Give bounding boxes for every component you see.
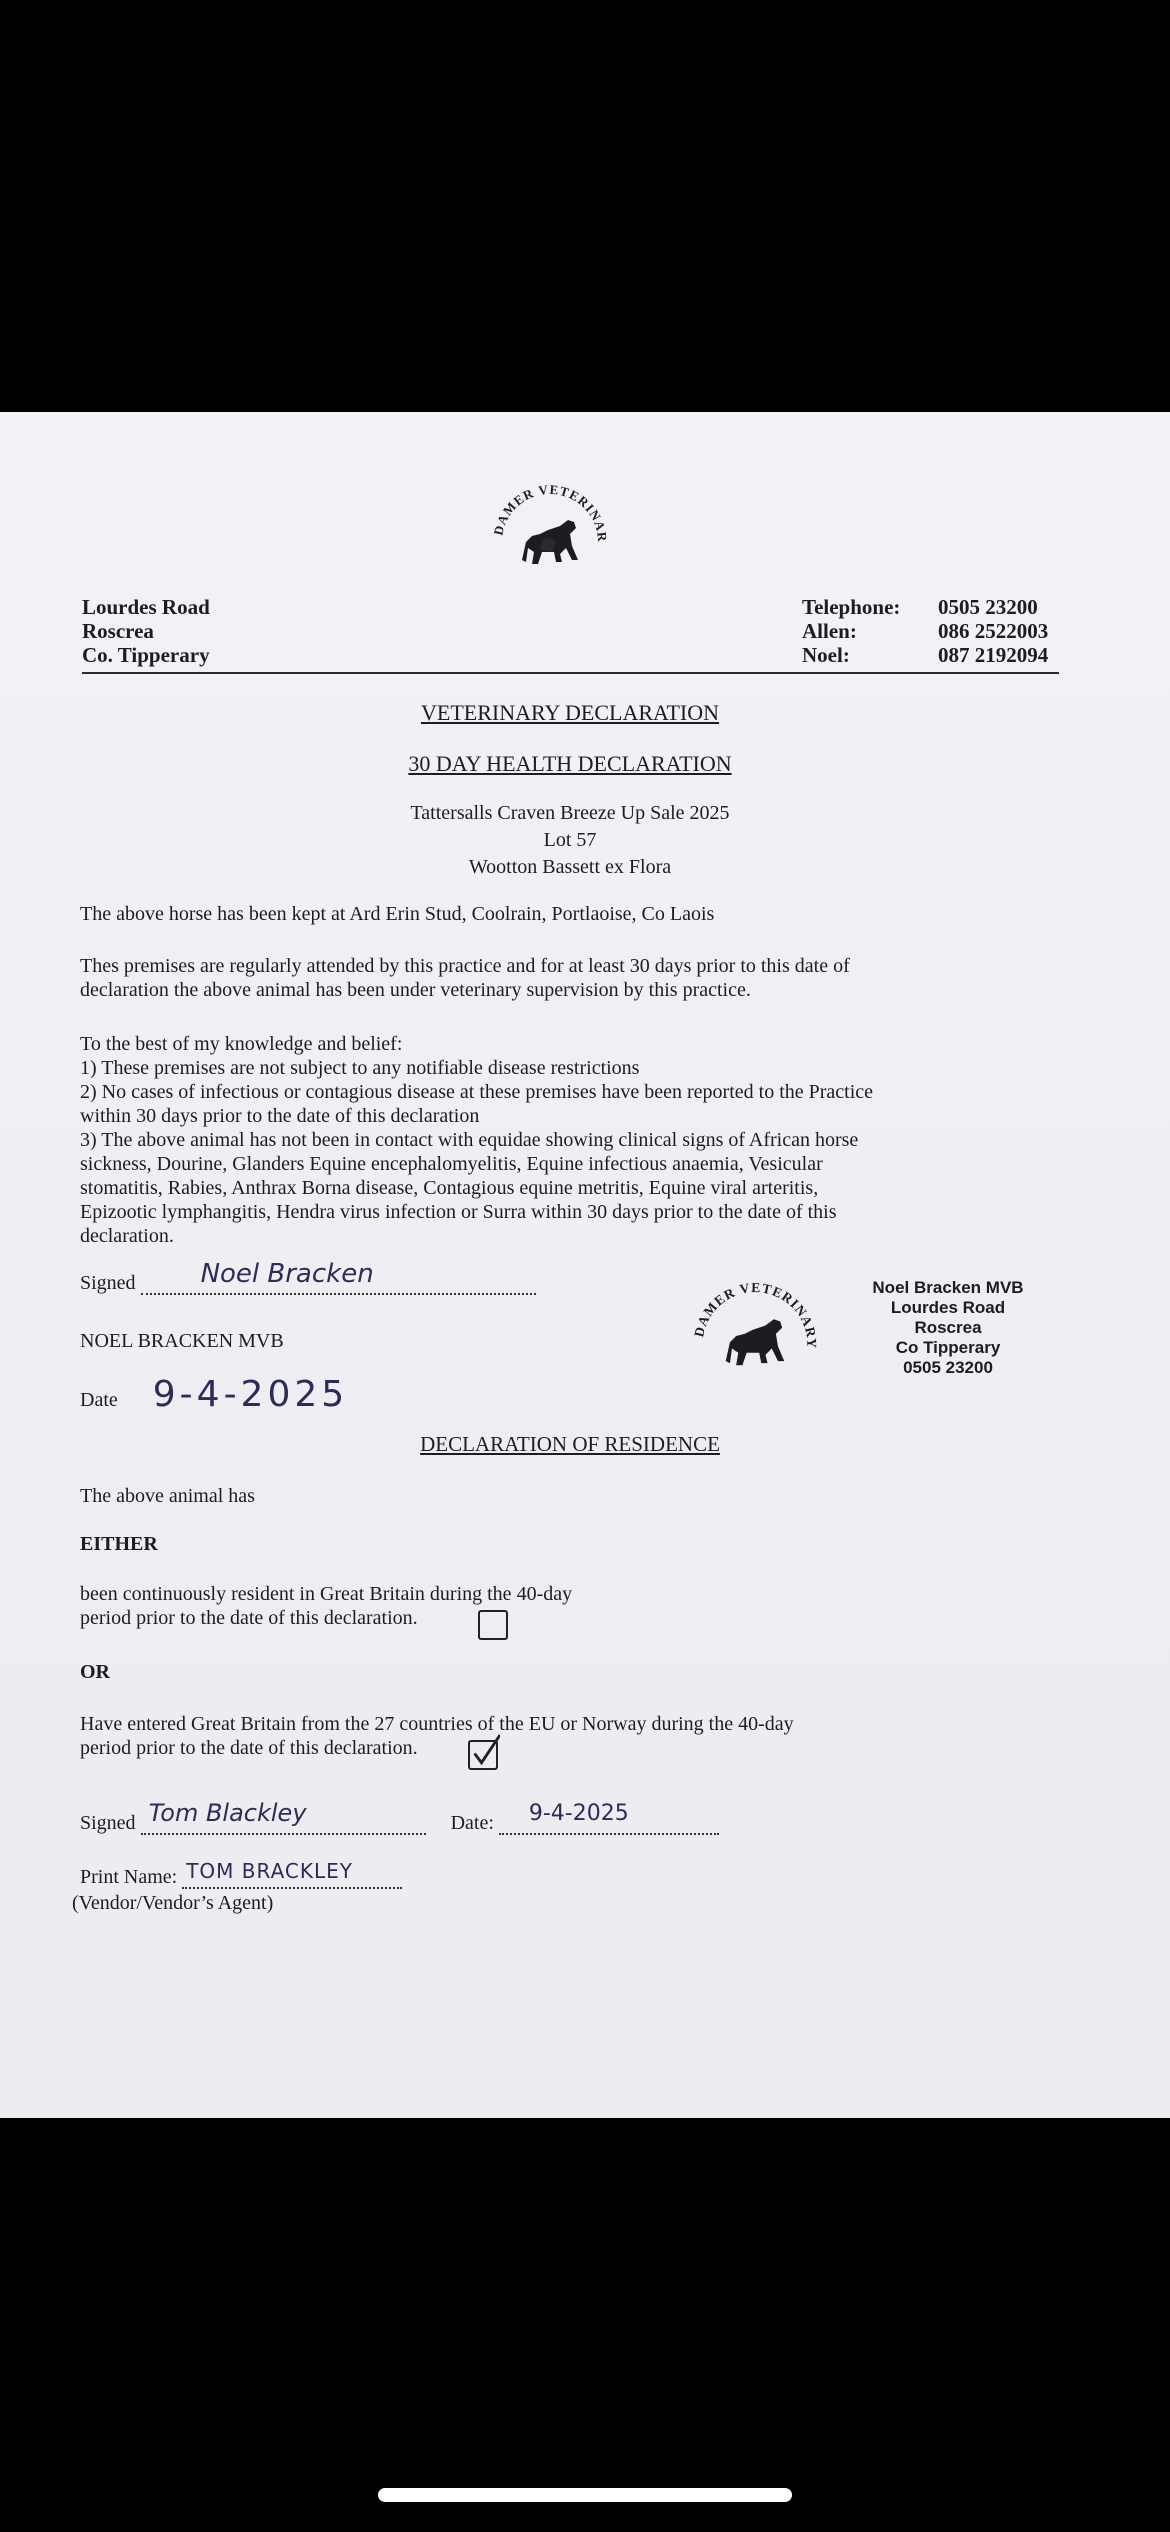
svg-text:DAMER VETERINARY CLINIC: DAMER VETERINAR xyxy=(490,481,611,543)
stamp-line: Co Tipperary xyxy=(895,1338,1001,1357)
date-line xyxy=(499,1801,719,1835)
svg-text:DAMER VETERINARY CLINIC: DAMER VETERINARY xyxy=(691,1280,820,1349)
text-line: period prior to the date of this declaration. xyxy=(80,1607,418,1629)
stamp-line: Noel Bracken MVB xyxy=(872,1278,1024,1297)
belief-intro: To the best of my knowledge and belief: xyxy=(80,1033,403,1055)
header-rule xyxy=(82,672,1059,674)
belief-section xyxy=(80,1032,1000,1248)
sale-name: Tattersalls Craven Breeze Up Sale 2025 xyxy=(410,802,730,824)
contact-value: 086 2522003 xyxy=(938,619,1049,643)
vet-name: NOEL BRACKEN MVB xyxy=(80,1330,284,1352)
belief-line: sickness, Dourine, Glanders Equine encephalomyelitis, Equine infectious anaemia, Vesicular xyxy=(80,1153,823,1175)
stamp-line: Lourdes Road xyxy=(890,1298,1006,1317)
belief-line: Epizootic lymphangitis, Hendra virus infection or Surra within 30 days prior to the date of this xyxy=(80,1201,837,1223)
text-line: Thes premises are regularly attended by this practice and for at least 30 days prior to this date of xyxy=(80,955,850,977)
either-label: EITHER xyxy=(80,1533,158,1555)
belief-line: 1) These premises are not subject to any notifiable disease restrictions xyxy=(80,1057,640,1079)
residence-title: DECLARATION OF RESIDENCE xyxy=(420,1432,720,1456)
kept-at-statement: The above horse has been kept at Ard Erin Stud, Coolrain, Portlaoise, Co Laois xyxy=(80,903,715,925)
vet-signature-row xyxy=(80,1259,536,1295)
vendor-signature-row xyxy=(80,1799,719,1835)
vet-date-row xyxy=(80,1374,348,1415)
stamp-line: Roscrea xyxy=(914,1318,982,1337)
contact-labels xyxy=(802,595,900,667)
residence-option-1 xyxy=(80,1582,780,1630)
clinic-address xyxy=(82,595,210,667)
document-page xyxy=(0,412,1170,2118)
clinic-logo xyxy=(480,472,620,582)
premises-statement xyxy=(80,954,980,1002)
option-1-checkbox[interactable] xyxy=(478,1610,508,1640)
belief-line: declaration. xyxy=(80,1225,174,1247)
print-name-line xyxy=(182,1859,402,1889)
date-label: Date: xyxy=(450,1812,494,1834)
vendor-signature: Tom Blackley xyxy=(148,1799,307,1827)
belief-line: 3) The above animal has not been in contact with equidae showing clinical signs of African horse xyxy=(80,1129,859,1151)
option-2-checkbox[interactable] xyxy=(468,1740,498,1770)
text-line: Have entered Great Britain from the 27 countries of the EU or Norway during the 40-day xyxy=(80,1713,794,1735)
or-label: OR xyxy=(80,1661,110,1683)
contact-label: Noel: xyxy=(802,643,850,667)
date-label: Date xyxy=(80,1389,118,1411)
belief-line: within 30 days prior to the date of this declaration xyxy=(80,1105,480,1127)
stamp-line: 0505 23200 xyxy=(903,1358,993,1377)
stamp-logo xyxy=(680,1267,830,1382)
signature-line xyxy=(141,1259,536,1295)
residence-intro: The above animal has xyxy=(80,1485,255,1507)
signed-label: Signed xyxy=(80,1812,136,1834)
signed-label: Signed xyxy=(80,1272,136,1294)
belief-line: 2) No cases of infectious or contagious disease at these premises have been reported to the Practice xyxy=(80,1081,874,1103)
checkmark-icon xyxy=(470,1734,500,1766)
vendor-role: (Vendor/Vendor’s Agent) xyxy=(72,1892,274,1914)
home-indicator[interactable] xyxy=(378,2488,792,2502)
contact-label: Allen: xyxy=(802,619,857,643)
lot-number: Lot 57 xyxy=(543,829,597,851)
text-line: been continuously resident in Great Britain during the 40-day xyxy=(80,1583,573,1605)
residence-option-2 xyxy=(80,1712,1000,1760)
belief-line: stomatitis, Rabies, Anthrax Borna disease, Contagious equine metritis, Equine viral arteritis, xyxy=(80,1177,819,1199)
print-name-value: TOM BRACKLEY xyxy=(186,1859,354,1883)
contact-values xyxy=(938,595,1048,667)
address-line: Co. Tipperary xyxy=(82,643,210,667)
document-title: VETERINARY DECLARATION xyxy=(421,700,719,725)
vendor-date: 9-4-2025 xyxy=(528,1801,629,1826)
contact-value: 0505 23200 xyxy=(938,595,1038,619)
text-line: declaration the above animal has been under veterinary supervision by this practice. xyxy=(80,979,751,1001)
vet-signature: Noel Bracken xyxy=(200,1259,374,1289)
print-name-row xyxy=(80,1859,402,1889)
horse-name: Wootton Bassett ex Flora xyxy=(468,856,672,878)
contact-value: 087 2192094 xyxy=(938,643,1049,667)
print-name-label: Print Name: xyxy=(80,1866,178,1888)
address-line: Roscrea xyxy=(82,619,154,643)
contact-label: Telephone: xyxy=(802,595,901,619)
signature-line xyxy=(141,1799,426,1835)
address-line: Lourdes Road xyxy=(82,595,210,619)
vet-date: 9-4-2025 xyxy=(152,1374,349,1415)
document-subtitle: 30 DAY HEALTH DECLARATION xyxy=(408,751,732,776)
text-line: period prior to the date of this declaration. xyxy=(80,1737,418,1759)
vet-stamp xyxy=(848,1278,1048,1378)
